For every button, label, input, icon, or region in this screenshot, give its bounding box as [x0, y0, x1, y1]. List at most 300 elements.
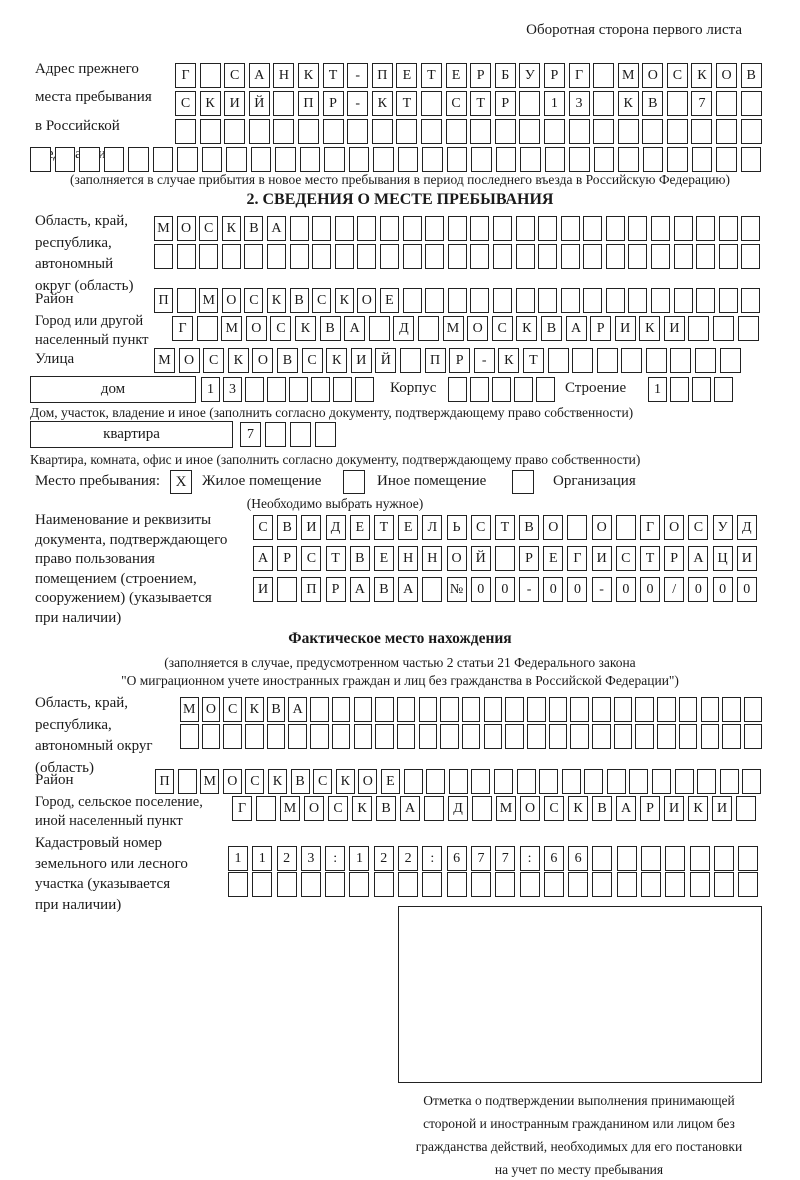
- char-cell[interactable]: [277, 872, 297, 897]
- char-cell[interactable]: [714, 377, 733, 402]
- char-cell[interactable]: [422, 872, 442, 897]
- char-cell[interactable]: [421, 119, 442, 144]
- char-cell[interactable]: В: [374, 577, 394, 602]
- char-cell[interactable]: [714, 872, 734, 897]
- char-cell[interactable]: [691, 119, 712, 144]
- char-cell[interactable]: 1: [252, 846, 272, 871]
- char-cell[interactable]: -: [347, 63, 368, 88]
- char-cell[interactable]: [355, 377, 374, 402]
- char-cell[interactable]: П: [372, 63, 393, 88]
- char-cell[interactable]: О: [447, 546, 467, 571]
- char-cell[interactable]: [422, 147, 443, 172]
- char-cell[interactable]: К: [498, 348, 519, 373]
- char-cell[interactable]: 0: [616, 577, 636, 602]
- char-cell[interactable]: [104, 147, 125, 172]
- char-cell[interactable]: О: [592, 515, 612, 540]
- char-cell[interactable]: Т: [495, 515, 515, 540]
- char-cell[interactable]: М: [280, 796, 300, 821]
- char-cell[interactable]: [180, 724, 199, 749]
- char-cell[interactable]: [496, 147, 517, 172]
- char-cell[interactable]: [425, 216, 444, 241]
- char-cell[interactable]: И: [253, 577, 273, 602]
- char-cell[interactable]: Е: [380, 288, 399, 313]
- char-cell[interactable]: [652, 769, 671, 794]
- char-cell[interactable]: [273, 119, 294, 144]
- char-cell[interactable]: [449, 769, 468, 794]
- char-cell[interactable]: [583, 216, 602, 241]
- char-cell[interactable]: [178, 769, 197, 794]
- char-cell[interactable]: [744, 697, 763, 722]
- char-cell[interactable]: Р: [544, 63, 565, 88]
- char-cell[interactable]: :: [422, 846, 442, 871]
- char-cell[interactable]: [79, 147, 100, 172]
- char-cell[interactable]: [583, 288, 602, 313]
- char-cell[interactable]: [628, 288, 647, 313]
- char-cell[interactable]: [249, 119, 270, 144]
- char-cell[interactable]: 0: [471, 577, 491, 602]
- char-cell[interactable]: [519, 119, 540, 144]
- char-cell[interactable]: [55, 147, 76, 172]
- char-cell[interactable]: М: [154, 348, 175, 373]
- char-cell[interactable]: [222, 244, 241, 269]
- char-cell[interactable]: [273, 91, 294, 116]
- char-cell[interactable]: А: [344, 316, 365, 341]
- char-cell[interactable]: [670, 348, 691, 373]
- checkbox-other-premise[interactable]: [343, 470, 365, 494]
- char-cell[interactable]: С: [203, 348, 224, 373]
- char-cell[interactable]: [688, 316, 709, 341]
- char-cell[interactable]: [738, 846, 758, 871]
- char-cell[interactable]: [267, 377, 286, 402]
- char-cell[interactable]: [646, 348, 667, 373]
- char-cell[interactable]: [629, 769, 648, 794]
- char-cell[interactable]: 1: [648, 377, 667, 402]
- char-cell[interactable]: [592, 697, 611, 722]
- char-cell[interactable]: П: [298, 91, 319, 116]
- char-cell[interactable]: [561, 288, 580, 313]
- char-cell[interactable]: О: [252, 348, 273, 373]
- char-cell[interactable]: [202, 147, 223, 172]
- char-cell[interactable]: [594, 147, 615, 172]
- char-cell[interactable]: Б: [495, 63, 516, 88]
- char-cell[interactable]: В: [350, 546, 370, 571]
- char-cell[interactable]: К: [568, 796, 588, 821]
- char-cell[interactable]: 3: [569, 91, 590, 116]
- char-cell[interactable]: С: [270, 316, 291, 341]
- char-cell[interactable]: [657, 724, 676, 749]
- char-cell[interactable]: С: [223, 697, 242, 722]
- char-cell[interactable]: [592, 724, 611, 749]
- char-cell[interactable]: [471, 872, 491, 897]
- char-cell[interactable]: И: [664, 796, 684, 821]
- char-cell[interactable]: [311, 377, 330, 402]
- char-cell[interactable]: 7: [240, 422, 261, 447]
- char-cell[interactable]: [527, 724, 546, 749]
- char-cell[interactable]: :: [325, 846, 345, 871]
- char-cell[interactable]: Й: [249, 91, 270, 116]
- char-cell[interactable]: М: [200, 769, 219, 794]
- char-cell[interactable]: [199, 244, 218, 269]
- char-cell[interactable]: [493, 288, 512, 313]
- char-cell[interactable]: К: [639, 316, 660, 341]
- char-cell[interactable]: [245, 724, 264, 749]
- char-cell[interactable]: [349, 147, 370, 172]
- char-cell[interactable]: О: [357, 288, 376, 313]
- char-cell[interactable]: 1: [544, 91, 565, 116]
- char-cell[interactable]: С: [312, 288, 331, 313]
- char-cell[interactable]: С: [492, 316, 513, 341]
- char-cell[interactable]: [545, 147, 566, 172]
- char-cell[interactable]: [536, 377, 555, 402]
- char-cell[interactable]: [200, 63, 221, 88]
- char-cell[interactable]: [544, 872, 564, 897]
- char-cell[interactable]: [519, 91, 540, 116]
- char-cell[interactable]: В: [642, 91, 663, 116]
- char-cell[interactable]: 0: [543, 577, 563, 602]
- char-cell[interactable]: [527, 697, 546, 722]
- char-cell[interactable]: А: [253, 546, 273, 571]
- char-cell[interactable]: [422, 577, 442, 602]
- char-cell[interactable]: О: [179, 348, 200, 373]
- char-cell[interactable]: В: [244, 216, 263, 241]
- char-cell[interactable]: С: [688, 515, 708, 540]
- char-cell[interactable]: [569, 119, 590, 144]
- char-cell[interactable]: [267, 724, 286, 749]
- char-cell[interactable]: [741, 244, 760, 269]
- char-cell[interactable]: [674, 216, 693, 241]
- char-cell[interactable]: И: [351, 348, 372, 373]
- char-cell[interactable]: О: [520, 796, 540, 821]
- char-cell[interactable]: [696, 216, 715, 241]
- char-cell[interactable]: Т: [470, 91, 491, 116]
- char-cell[interactable]: С: [199, 216, 218, 241]
- char-cell[interactable]: [425, 244, 444, 269]
- char-cell[interactable]: Е: [396, 63, 417, 88]
- char-cell[interactable]: Р: [277, 546, 297, 571]
- char-cell[interactable]: [419, 697, 438, 722]
- char-cell[interactable]: [484, 724, 503, 749]
- char-cell[interactable]: О: [246, 316, 267, 341]
- char-cell[interactable]: [256, 796, 276, 821]
- char-cell[interactable]: [357, 216, 376, 241]
- char-cell[interactable]: Д: [326, 515, 346, 540]
- char-cell[interactable]: [667, 91, 688, 116]
- char-cell[interactable]: [265, 422, 286, 447]
- char-cell[interactable]: [607, 769, 626, 794]
- char-cell[interactable]: О: [642, 63, 663, 88]
- char-cell[interactable]: [657, 697, 676, 722]
- char-cell[interactable]: [470, 288, 489, 313]
- char-cell[interactable]: С: [244, 288, 263, 313]
- char-cell[interactable]: [357, 244, 376, 269]
- char-cell[interactable]: [713, 316, 734, 341]
- char-cell[interactable]: К: [352, 796, 372, 821]
- char-cell[interactable]: 0: [737, 577, 757, 602]
- char-cell[interactable]: [298, 119, 319, 144]
- char-cell[interactable]: 6: [544, 846, 564, 871]
- char-cell[interactable]: [447, 147, 468, 172]
- char-cell[interactable]: [641, 872, 661, 897]
- char-cell[interactable]: С: [328, 796, 348, 821]
- char-cell[interactable]: К: [267, 288, 286, 313]
- char-cell[interactable]: 2: [277, 846, 297, 871]
- char-cell[interactable]: [332, 724, 351, 749]
- char-cell[interactable]: Т: [323, 63, 344, 88]
- char-cell[interactable]: Т: [374, 515, 394, 540]
- char-cell[interactable]: 3: [301, 846, 321, 871]
- char-cell[interactable]: [448, 377, 467, 402]
- char-cell[interactable]: А: [267, 216, 286, 241]
- char-cell[interactable]: [692, 147, 713, 172]
- char-cell[interactable]: М: [443, 316, 464, 341]
- char-cell[interactable]: [716, 147, 737, 172]
- char-cell[interactable]: [398, 872, 418, 897]
- char-cell[interactable]: 1: [349, 846, 369, 871]
- char-cell[interactable]: [462, 697, 481, 722]
- char-cell[interactable]: Т: [523, 348, 544, 373]
- char-cell[interactable]: Л: [422, 515, 442, 540]
- char-cell[interactable]: В: [592, 796, 612, 821]
- char-cell[interactable]: [606, 288, 625, 313]
- char-cell[interactable]: К: [295, 316, 316, 341]
- char-cell[interactable]: В: [267, 697, 286, 722]
- char-cell[interactable]: 0: [713, 577, 733, 602]
- char-cell[interactable]: [425, 288, 444, 313]
- char-cell[interactable]: [670, 377, 689, 402]
- char-cell[interactable]: И: [737, 546, 757, 571]
- char-cell[interactable]: Н: [273, 63, 294, 88]
- char-cell[interactable]: Г: [172, 316, 193, 341]
- char-cell[interactable]: [462, 724, 481, 749]
- char-cell[interactable]: К: [516, 316, 537, 341]
- char-cell[interactable]: [570, 724, 589, 749]
- char-cell[interactable]: [333, 377, 352, 402]
- char-cell[interactable]: П: [301, 577, 321, 602]
- char-cell[interactable]: [592, 872, 612, 897]
- char-cell[interactable]: [372, 119, 393, 144]
- char-cell[interactable]: -: [347, 91, 368, 116]
- char-cell[interactable]: [398, 147, 419, 172]
- char-cell[interactable]: [569, 147, 590, 172]
- char-cell[interactable]: А: [400, 796, 420, 821]
- char-cell[interactable]: В: [541, 316, 562, 341]
- char-cell[interactable]: [549, 697, 568, 722]
- char-cell[interactable]: [505, 724, 524, 749]
- char-cell[interactable]: [275, 147, 296, 172]
- char-cell[interactable]: №: [447, 577, 467, 602]
- char-cell[interactable]: [741, 216, 760, 241]
- char-cell[interactable]: [572, 348, 593, 373]
- char-cell[interactable]: Е: [398, 515, 418, 540]
- char-cell[interactable]: Н: [398, 546, 418, 571]
- char-cell[interactable]: Е: [350, 515, 370, 540]
- char-cell[interactable]: С: [446, 91, 467, 116]
- char-cell[interactable]: [621, 348, 642, 373]
- char-cell[interactable]: С: [302, 348, 323, 373]
- char-cell[interactable]: [697, 769, 716, 794]
- char-cell[interactable]: [312, 244, 331, 269]
- char-cell[interactable]: [701, 724, 720, 749]
- char-cell[interactable]: О: [543, 515, 563, 540]
- char-cell[interactable]: О: [716, 63, 737, 88]
- char-cell[interactable]: [674, 288, 693, 313]
- char-cell[interactable]: К: [335, 288, 354, 313]
- checkbox-residential[interactable]: X: [170, 470, 192, 494]
- char-cell[interactable]: О: [222, 288, 241, 313]
- char-cell[interactable]: [226, 147, 247, 172]
- char-cell[interactable]: К: [298, 63, 319, 88]
- char-cell[interactable]: Д: [448, 796, 468, 821]
- char-cell[interactable]: [516, 288, 535, 313]
- char-cell[interactable]: [606, 216, 625, 241]
- char-cell[interactable]: [440, 697, 459, 722]
- char-cell[interactable]: 6: [568, 846, 588, 871]
- char-cell[interactable]: С: [245, 769, 264, 794]
- char-cell[interactable]: [741, 119, 762, 144]
- char-cell[interactable]: Г: [640, 515, 660, 540]
- char-cell[interactable]: [310, 697, 329, 722]
- char-cell[interactable]: Р: [326, 577, 346, 602]
- char-cell[interactable]: П: [155, 769, 174, 794]
- char-cell[interactable]: [289, 377, 308, 402]
- char-cell[interactable]: Й: [471, 546, 491, 571]
- char-cell[interactable]: Р: [640, 796, 660, 821]
- char-cell[interactable]: [549, 724, 568, 749]
- char-cell[interactable]: С: [313, 769, 332, 794]
- char-cell[interactable]: [651, 244, 670, 269]
- char-cell[interactable]: [471, 147, 492, 172]
- char-cell[interactable]: 7: [691, 91, 712, 116]
- char-cell[interactable]: [674, 244, 693, 269]
- char-cell[interactable]: [520, 872, 540, 897]
- char-cell[interactable]: 3: [223, 377, 242, 402]
- char-cell[interactable]: [375, 697, 394, 722]
- char-cell[interactable]: [288, 724, 307, 749]
- char-cell[interactable]: [347, 119, 368, 144]
- char-cell[interactable]: [419, 724, 438, 749]
- char-cell[interactable]: [440, 724, 459, 749]
- char-cell[interactable]: [447, 872, 467, 897]
- char-cell[interactable]: [244, 244, 263, 269]
- char-cell[interactable]: [354, 724, 373, 749]
- char-cell[interactable]: А: [350, 577, 370, 602]
- char-cell[interactable]: [736, 796, 756, 821]
- char-cell[interactable]: А: [288, 697, 307, 722]
- char-cell[interactable]: М: [199, 288, 218, 313]
- char-cell[interactable]: Т: [421, 63, 442, 88]
- char-cell[interactable]: 1: [228, 846, 248, 871]
- char-cell[interactable]: У: [519, 63, 540, 88]
- char-cell[interactable]: [614, 724, 633, 749]
- char-cell[interactable]: [177, 147, 198, 172]
- char-cell[interactable]: :: [520, 846, 540, 871]
- char-cell[interactable]: В: [320, 316, 341, 341]
- char-cell[interactable]: [471, 769, 490, 794]
- char-cell[interactable]: [403, 288, 422, 313]
- char-cell[interactable]: [538, 244, 557, 269]
- char-cell[interactable]: А: [566, 316, 587, 341]
- char-cell[interactable]: [380, 244, 399, 269]
- char-cell[interactable]: О: [177, 216, 196, 241]
- char-cell[interactable]: О: [223, 769, 242, 794]
- char-cell[interactable]: В: [291, 769, 310, 794]
- char-cell[interactable]: К: [691, 63, 712, 88]
- char-cell[interactable]: Р: [519, 546, 539, 571]
- char-cell[interactable]: [570, 697, 589, 722]
- char-cell[interactable]: [153, 147, 174, 172]
- char-cell[interactable]: [544, 119, 565, 144]
- char-cell[interactable]: О: [664, 515, 684, 540]
- char-cell[interactable]: В: [376, 796, 396, 821]
- char-cell[interactable]: [514, 377, 533, 402]
- char-cell[interactable]: П: [154, 288, 173, 313]
- char-cell[interactable]: /: [664, 577, 684, 602]
- char-cell[interactable]: [738, 872, 758, 897]
- char-cell[interactable]: С: [253, 515, 273, 540]
- char-cell[interactable]: И: [301, 515, 321, 540]
- char-cell[interactable]: В: [277, 515, 297, 540]
- char-cell[interactable]: [741, 91, 762, 116]
- char-cell[interactable]: В: [277, 348, 298, 373]
- char-cell[interactable]: С: [224, 63, 245, 88]
- char-cell[interactable]: 2: [374, 846, 394, 871]
- char-cell[interactable]: Д: [737, 515, 757, 540]
- char-cell[interactable]: [606, 244, 625, 269]
- char-cell[interactable]: [197, 316, 218, 341]
- char-cell[interactable]: Й: [375, 348, 396, 373]
- char-cell[interactable]: [665, 872, 685, 897]
- char-cell[interactable]: [470, 119, 491, 144]
- char-cell[interactable]: Р: [323, 91, 344, 116]
- char-cell[interactable]: [369, 316, 390, 341]
- char-cell[interactable]: Р: [590, 316, 611, 341]
- char-cell[interactable]: [373, 147, 394, 172]
- char-cell[interactable]: [568, 872, 588, 897]
- char-cell[interactable]: [418, 316, 439, 341]
- char-cell[interactable]: [492, 377, 511, 402]
- char-cell[interactable]: [593, 119, 614, 144]
- char-cell[interactable]: [701, 697, 720, 722]
- char-cell[interactable]: [349, 872, 369, 897]
- char-cell[interactable]: [335, 216, 354, 241]
- char-cell[interactable]: [375, 724, 394, 749]
- char-cell[interactable]: [714, 846, 734, 871]
- char-cell[interactable]: С: [544, 796, 564, 821]
- char-cell[interactable]: [324, 147, 345, 172]
- char-cell[interactable]: [696, 244, 715, 269]
- char-cell[interactable]: Р: [495, 91, 516, 116]
- char-cell[interactable]: И: [712, 796, 732, 821]
- char-cell[interactable]: [300, 147, 321, 172]
- char-cell[interactable]: [312, 216, 331, 241]
- char-cell[interactable]: Т: [326, 546, 346, 571]
- char-cell[interactable]: [228, 872, 248, 897]
- char-cell[interactable]: В: [741, 63, 762, 88]
- char-cell[interactable]: [722, 697, 741, 722]
- char-cell[interactable]: [520, 147, 541, 172]
- char-cell[interactable]: [202, 724, 221, 749]
- char-cell[interactable]: [493, 244, 512, 269]
- char-cell[interactable]: С: [175, 91, 196, 116]
- char-cell[interactable]: [397, 724, 416, 749]
- char-cell[interactable]: [538, 216, 557, 241]
- char-cell[interactable]: [245, 377, 264, 402]
- char-cell[interactable]: [448, 216, 467, 241]
- char-cell[interactable]: [290, 244, 309, 269]
- char-cell[interactable]: [325, 872, 345, 897]
- char-cell[interactable]: О: [358, 769, 377, 794]
- char-cell[interactable]: [690, 872, 710, 897]
